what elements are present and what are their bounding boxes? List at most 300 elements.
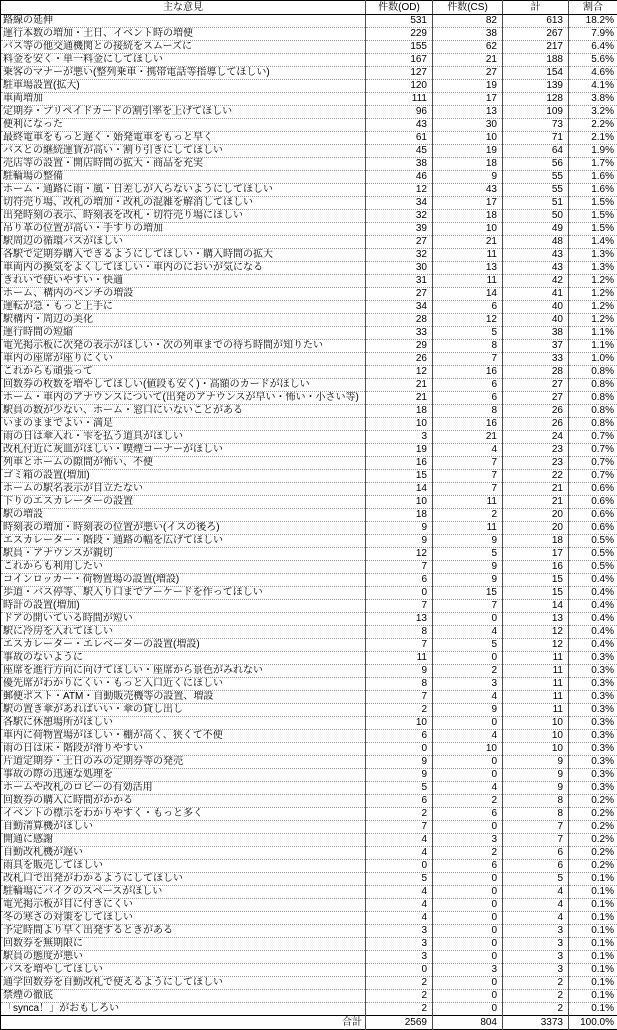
- total-cs: 804: [433, 1016, 503, 1030]
- table-row: [1, 899, 617, 912]
- cell-ratio: 1.3%: [569, 249, 617, 262]
- cell-od: 229: [366, 28, 433, 41]
- cell-cs: 38: [433, 28, 503, 41]
- cell-ratio: 0.1%: [569, 977, 617, 990]
- table-row: [1, 535, 617, 548]
- table-row: [1, 54, 617, 67]
- cell-od: 38: [366, 158, 433, 171]
- cell-total: 49: [503, 223, 569, 236]
- cell-cs: 6: [433, 860, 503, 873]
- cell-opinion: 車内の座席が座りにくい: [1, 353, 366, 366]
- cell-od: 3: [366, 951, 433, 964]
- cell-cs: 43: [433, 184, 503, 197]
- cell-total: 51: [503, 197, 569, 210]
- cell-opinion: 駅構内・周辺の美化: [1, 314, 366, 327]
- cell-cs: 10: [433, 223, 503, 236]
- cell-ratio: 0.7%: [569, 470, 617, 483]
- cell-total: 20: [503, 509, 569, 522]
- cell-ratio: 0.5%: [569, 535, 617, 548]
- cell-ratio: 0.3%: [569, 704, 617, 717]
- cell-opinion: 料金を安く・単一料金にしてほしい: [1, 54, 366, 67]
- cell-cs: 0: [433, 717, 503, 730]
- cell-total: 15: [503, 587, 569, 600]
- cell-opinion: 雨の日は床・階段が滑りやすい: [1, 743, 366, 756]
- cell-opinion: 路線の延伸: [1, 15, 366, 28]
- cell-opinion: 運転が急・もっと上手に: [1, 301, 366, 314]
- cell-total: 11: [503, 691, 569, 704]
- cell-cs: 4: [433, 626, 503, 639]
- cell-ratio: 1.9%: [569, 145, 617, 158]
- cell-total: 12: [503, 626, 569, 639]
- cell-ratio: 0.5%: [569, 548, 617, 561]
- table-row: [1, 821, 617, 834]
- cell-od: 2: [366, 1003, 433, 1016]
- table-row: [1, 158, 617, 171]
- cell-od: 13: [366, 613, 433, 626]
- table-row: [1, 990, 617, 1003]
- total-row: [1, 1016, 617, 1030]
- cell-opinion: いまのままでよい・満足: [1, 418, 366, 431]
- cell-ratio: 1.2%: [569, 288, 617, 301]
- total-ratio: 100.0%: [569, 1016, 617, 1030]
- table-row: [1, 860, 617, 873]
- cell-opinion: 各駅に休憩場所がほしい: [1, 717, 366, 730]
- cell-od: 9: [366, 769, 433, 782]
- cell-ratio: 0.3%: [569, 691, 617, 704]
- table-row: [1, 886, 617, 899]
- cell-total: 128: [503, 93, 569, 106]
- cell-cs: 4: [433, 691, 503, 704]
- cell-od: 2: [366, 704, 433, 717]
- cell-cs: 19: [433, 145, 503, 158]
- cell-total: 55: [503, 171, 569, 184]
- cell-opinion: 回数券の枚数を増やしてほしい(値段も安く)・高額のカードがほしい: [1, 379, 366, 392]
- table-row: [1, 678, 617, 691]
- cell-opinion: エスカレーター・階段・通路の幅を広げてほしい: [1, 535, 366, 548]
- cell-ratio: 0.2%: [569, 808, 617, 821]
- cell-opinion: 雨具を販売してほしい: [1, 860, 366, 873]
- cell-ratio: 0.6%: [569, 496, 617, 509]
- table-row: [1, 366, 617, 379]
- cell-od: 61: [366, 132, 433, 145]
- cell-total: 26: [503, 405, 569, 418]
- cell-total: 42: [503, 275, 569, 288]
- cell-ratio: 1.6%: [569, 184, 617, 197]
- cell-opinion: 最終電車をもっと遅く・始発電車をもっと早く: [1, 132, 366, 145]
- cell-ratio: 0.1%: [569, 938, 617, 951]
- cell-od: 6: [366, 730, 433, 743]
- cell-opinion: 下りのエスカレーターの設置: [1, 496, 366, 509]
- cell-ratio: 0.3%: [569, 756, 617, 769]
- cell-total: 24: [503, 431, 569, 444]
- table-body: [1, 15, 617, 1016]
- cell-opinion: 通学回数券を自動改札で使えるようにしてほしい: [1, 977, 366, 990]
- cell-od: 33: [366, 327, 433, 340]
- cell-od: 39: [366, 223, 433, 236]
- cell-opinion: 車両増加: [1, 93, 366, 106]
- cell-cs: 5: [433, 639, 503, 652]
- cell-total: 4: [503, 912, 569, 925]
- cell-cs: 9: [433, 704, 503, 717]
- cell-total: 16: [503, 561, 569, 574]
- cell-ratio: 0.8%: [569, 418, 617, 431]
- cell-od: 12: [366, 366, 433, 379]
- cell-od: 9: [366, 522, 433, 535]
- table-row: [1, 275, 617, 288]
- cell-cs: 5: [433, 327, 503, 340]
- cell-opinion: 予定時間より早く出発するときがある: [1, 925, 366, 938]
- cell-ratio: 0.2%: [569, 834, 617, 847]
- cell-total: 8: [503, 808, 569, 821]
- cell-od: 0: [366, 587, 433, 600]
- table-row: [1, 93, 617, 106]
- cell-cs: 18: [433, 210, 503, 223]
- cell-od: 0: [366, 964, 433, 977]
- cell-od: 10: [366, 717, 433, 730]
- table-row: [1, 1003, 617, 1016]
- cell-ratio: 1.2%: [569, 275, 617, 288]
- cell-ratio: 0.1%: [569, 899, 617, 912]
- table-row: [1, 392, 617, 405]
- cell-opinion: 定期券・プリペイドカードの割引率を上げてほしい: [1, 106, 366, 119]
- cell-cs: 0: [433, 977, 503, 990]
- cell-ratio: 0.2%: [569, 795, 617, 808]
- cell-cs: 27: [433, 67, 503, 80]
- cell-opinion: 駐車場設置(拡大): [1, 80, 366, 93]
- table-row: [1, 600, 617, 613]
- cell-od: 4: [366, 886, 433, 899]
- cell-ratio: 0.5%: [569, 561, 617, 574]
- table-row: [1, 236, 617, 249]
- header-row: [1, 1, 617, 15]
- cell-opinion: ホーム・通路に雨・風・日差しが入らないようにしてほしい: [1, 184, 366, 197]
- cell-opinion: 事故の際の迅速な処理を: [1, 769, 366, 782]
- cell-od: 8: [366, 626, 433, 639]
- cell-opinion: 電光掲示板が目に付きにくい: [1, 899, 366, 912]
- cell-opinion: 車内に荷物置場がほしい・棚が高く、狭くて不便: [1, 730, 366, 743]
- table-row: [1, 197, 617, 210]
- cell-opinion: ホーム・車内のアナウンスについて(出発のアナウンスが早い・怖い・小さい等): [1, 392, 366, 405]
- cell-cs: 2: [433, 509, 503, 522]
- cell-od: 111: [366, 93, 433, 106]
- cell-od: 11: [366, 652, 433, 665]
- cell-od: 3: [366, 925, 433, 938]
- cell-cs: 11: [433, 249, 503, 262]
- table-row: [1, 262, 617, 275]
- cell-od: 9: [366, 756, 433, 769]
- cell-opinion: バスを増やしてほしい: [1, 964, 366, 977]
- cell-opinion: 雨の日は傘入れ・雫を払う道具がほしい: [1, 431, 366, 444]
- table-row: [1, 379, 617, 392]
- cell-opinion: 自動清算機がほしい: [1, 821, 366, 834]
- cell-cs: 0: [433, 769, 503, 782]
- cell-cs: 4: [433, 782, 503, 795]
- table-row: [1, 483, 617, 496]
- cell-total: 64: [503, 145, 569, 158]
- cell-total: 613: [503, 15, 569, 28]
- table-row: [1, 548, 617, 561]
- cell-cs: 11: [433, 522, 503, 535]
- table-row: [1, 795, 617, 808]
- cell-cs: 82: [433, 15, 503, 28]
- table-row: [1, 119, 617, 132]
- cell-od: 34: [366, 301, 433, 314]
- cell-ratio: 3.8%: [569, 93, 617, 106]
- table-row: [1, 808, 617, 821]
- cell-opinion: 駐輪場の整備: [1, 171, 366, 184]
- cell-od: 27: [366, 288, 433, 301]
- table-row: [1, 613, 617, 626]
- cell-opinion: 冬の寒さの対策をしてほしい: [1, 912, 366, 925]
- cell-opinion: 座席を進行方向に向けてほしい・座席から景色がみれない: [1, 665, 366, 678]
- cell-opinion: 各駅で定期券購入できるようにしてほしい・購入時間の拡大: [1, 249, 366, 262]
- cell-cs: 8: [433, 405, 503, 418]
- cell-cs: 6: [433, 301, 503, 314]
- cell-od: 18: [366, 509, 433, 522]
- cell-total: 23: [503, 444, 569, 457]
- cell-ratio: 0.4%: [569, 613, 617, 626]
- cell-opinion: 駅の置き傘があればいい・傘の貸し出し: [1, 704, 366, 717]
- cell-cs: 0: [433, 1003, 503, 1016]
- cell-ratio: 3.2%: [569, 106, 617, 119]
- cell-opinion: 禁煙の徹底: [1, 990, 366, 1003]
- column-header-count-od: 件数(OD): [366, 1, 433, 15]
- cell-ratio: 1.6%: [569, 171, 617, 184]
- cell-cs: 7: [433, 483, 503, 496]
- cell-cs: 21: [433, 54, 503, 67]
- table-row: [1, 223, 617, 236]
- cell-cs: 0: [433, 873, 503, 886]
- column-header-total: 計: [503, 1, 569, 15]
- table-row: [1, 951, 617, 964]
- cell-total: 139: [503, 80, 569, 93]
- cell-total: 20: [503, 522, 569, 535]
- table-row: [1, 288, 617, 301]
- cell-opinion: ホームや改札のロビーの有効活用: [1, 782, 366, 795]
- cell-ratio: 1.3%: [569, 262, 617, 275]
- cell-total: 50: [503, 210, 569, 223]
- cell-ratio: 0.1%: [569, 951, 617, 964]
- cell-opinion: 吊り革の位置が高い・手すりの増加: [1, 223, 366, 236]
- cell-od: 16: [366, 457, 433, 470]
- cell-opinion: 列車とホームの隙間が怖い、不便: [1, 457, 366, 470]
- cell-od: 32: [366, 249, 433, 262]
- cell-od: 10: [366, 496, 433, 509]
- table-row: [1, 743, 617, 756]
- table-row: [1, 327, 617, 340]
- table-row: [1, 717, 617, 730]
- cell-opinion: 駐輪場にバイクのスペースがほしい: [1, 886, 366, 899]
- cell-od: 120: [366, 80, 433, 93]
- cell-cs: 14: [433, 288, 503, 301]
- cell-total: 55: [503, 184, 569, 197]
- cell-cs: 0: [433, 925, 503, 938]
- cell-total: 9: [503, 769, 569, 782]
- cell-ratio: 1.1%: [569, 327, 617, 340]
- table-row: [1, 41, 617, 54]
- cell-od: 5: [366, 873, 433, 886]
- cell-opinion: 売店等の設置・開店時間の拡大・商品を充実: [1, 158, 366, 171]
- cell-cs: 0: [433, 821, 503, 834]
- cell-ratio: 0.7%: [569, 444, 617, 457]
- cell-ratio: 1.5%: [569, 223, 617, 236]
- table-row: [1, 301, 617, 314]
- cell-total: 40: [503, 301, 569, 314]
- cell-opinion: 乗客のマナーが悪い(整列乗車・携帯電話等指導してほしい): [1, 67, 366, 80]
- table-row: [1, 249, 617, 262]
- cell-opinion: 駅の増設: [1, 509, 366, 522]
- cell-ratio: 0.4%: [569, 574, 617, 587]
- cell-cs: 16: [433, 418, 503, 431]
- cell-total: 21: [503, 483, 569, 496]
- cell-od: 155: [366, 41, 433, 54]
- cell-od: 5: [366, 782, 433, 795]
- cell-total: 11: [503, 652, 569, 665]
- cell-total: 13: [503, 613, 569, 626]
- cell-total: 71: [503, 132, 569, 145]
- cell-od: 45: [366, 145, 433, 158]
- cell-total: 109: [503, 106, 569, 119]
- table-row: [1, 444, 617, 457]
- cell-total: 40: [503, 314, 569, 327]
- cell-total: 7: [503, 834, 569, 847]
- cell-total: 23: [503, 457, 569, 470]
- table-row: [1, 67, 617, 80]
- cell-cs: 16: [433, 366, 503, 379]
- cell-total: 267: [503, 28, 569, 41]
- cell-ratio: 0.3%: [569, 652, 617, 665]
- table-row: [1, 470, 617, 483]
- cell-opinion: ゴミ箱の設置(増加): [1, 470, 366, 483]
- table-row: [1, 964, 617, 977]
- cell-od: 29: [366, 340, 433, 353]
- cell-cs: 9: [433, 561, 503, 574]
- cell-ratio: 0.3%: [569, 678, 617, 691]
- cell-ratio: 0.1%: [569, 990, 617, 1003]
- cell-cs: 12: [433, 314, 503, 327]
- cell-cs: 30: [433, 119, 503, 132]
- cell-total: 26: [503, 418, 569, 431]
- table-row: [1, 184, 617, 197]
- cell-cs: 19: [433, 80, 503, 93]
- cell-total: 11: [503, 665, 569, 678]
- cell-opinion: ホーム、構内のベンチの増設: [1, 288, 366, 301]
- cell-total: 37: [503, 340, 569, 353]
- cell-opinion: 改札口で出発がわかるようにしてほしい: [1, 873, 366, 886]
- cell-ratio: 0.1%: [569, 886, 617, 899]
- cell-cs: 7: [433, 457, 503, 470]
- cell-total: 9: [503, 782, 569, 795]
- cell-od: 9: [366, 535, 433, 548]
- table-row: [1, 106, 617, 119]
- cell-cs: 0: [433, 938, 503, 951]
- table-row: [1, 457, 617, 470]
- cell-ratio: 1.5%: [569, 210, 617, 223]
- cell-cs: 15: [433, 587, 503, 600]
- cell-total: 11: [503, 678, 569, 691]
- cell-od: 4: [366, 912, 433, 925]
- cell-total: 14: [503, 600, 569, 613]
- cell-ratio: 0.4%: [569, 639, 617, 652]
- table-row: [1, 509, 617, 522]
- cell-ratio: 0.1%: [569, 873, 617, 886]
- cell-cs: 0: [433, 652, 503, 665]
- cell-total: 188: [503, 54, 569, 67]
- cell-ratio: 1.7%: [569, 158, 617, 171]
- cell-od: 167: [366, 54, 433, 67]
- cell-od: 2: [366, 990, 433, 1003]
- total-sum: 3373: [503, 1016, 569, 1030]
- cell-ratio: 0.8%: [569, 379, 617, 392]
- cell-cs: 8: [433, 340, 503, 353]
- table-row: [1, 132, 617, 145]
- cell-od: 34: [366, 197, 433, 210]
- cell-cs: 3: [433, 964, 503, 977]
- total-od: 2569: [366, 1016, 433, 1030]
- cell-opinion: 開通に感謝: [1, 834, 366, 847]
- table-row: [1, 340, 617, 353]
- cell-ratio: 0.6%: [569, 509, 617, 522]
- cell-ratio: 0.3%: [569, 769, 617, 782]
- cell-total: 3: [503, 964, 569, 977]
- cell-cs: 2: [433, 795, 503, 808]
- table-row: [1, 912, 617, 925]
- cell-opinion: 駅周辺の循環バスがほしい: [1, 236, 366, 249]
- cell-ratio: 1.4%: [569, 236, 617, 249]
- cell-cs: 62: [433, 41, 503, 54]
- table-row: [1, 691, 617, 704]
- cell-ratio: 7.9%: [569, 28, 617, 41]
- cell-opinion: ホームの駅名表示が目立たない: [1, 483, 366, 496]
- cell-od: 19: [366, 444, 433, 457]
- table-row: [1, 171, 617, 184]
- cell-od: 43: [366, 119, 433, 132]
- cell-total: 10: [503, 743, 569, 756]
- table-row: [1, 704, 617, 717]
- cell-ratio: 0.3%: [569, 730, 617, 743]
- cell-od: 7: [366, 561, 433, 574]
- cell-od: 7: [366, 600, 433, 613]
- cell-cs: 3: [433, 834, 503, 847]
- table-row: [1, 574, 617, 587]
- cell-cs: 6: [433, 808, 503, 821]
- cell-opinion: エスカレーター・エレベーターの設置(増設): [1, 639, 366, 652]
- cell-cs: 11: [433, 275, 503, 288]
- cell-od: 8: [366, 678, 433, 691]
- cell-od: 10: [366, 418, 433, 431]
- cell-cs: 0: [433, 912, 503, 925]
- cell-ratio: 0.4%: [569, 600, 617, 613]
- cell-total: 2: [503, 977, 569, 990]
- cell-od: 28: [366, 314, 433, 327]
- cell-opinion: これからも頑張って: [1, 366, 366, 379]
- cell-total: 22: [503, 470, 569, 483]
- cell-total: 41: [503, 288, 569, 301]
- cell-ratio: 2.1%: [569, 132, 617, 145]
- cell-ratio: 0.1%: [569, 964, 617, 977]
- cell-opinion: イベントの標示をわかりやすく・もっと多く: [1, 808, 366, 821]
- cell-od: 531: [366, 15, 433, 28]
- cell-od: 14: [366, 483, 433, 496]
- table-row: [1, 665, 617, 678]
- cell-opinion: 切符売り場、改札の増加・改札の混雑を解消してほしい: [1, 197, 366, 210]
- cell-opinion: 事故のないように: [1, 652, 366, 665]
- cell-total: 73: [503, 119, 569, 132]
- cell-od: 9: [366, 665, 433, 678]
- table-row: [1, 418, 617, 431]
- cell-ratio: 4.1%: [569, 80, 617, 93]
- cell-total: 48: [503, 236, 569, 249]
